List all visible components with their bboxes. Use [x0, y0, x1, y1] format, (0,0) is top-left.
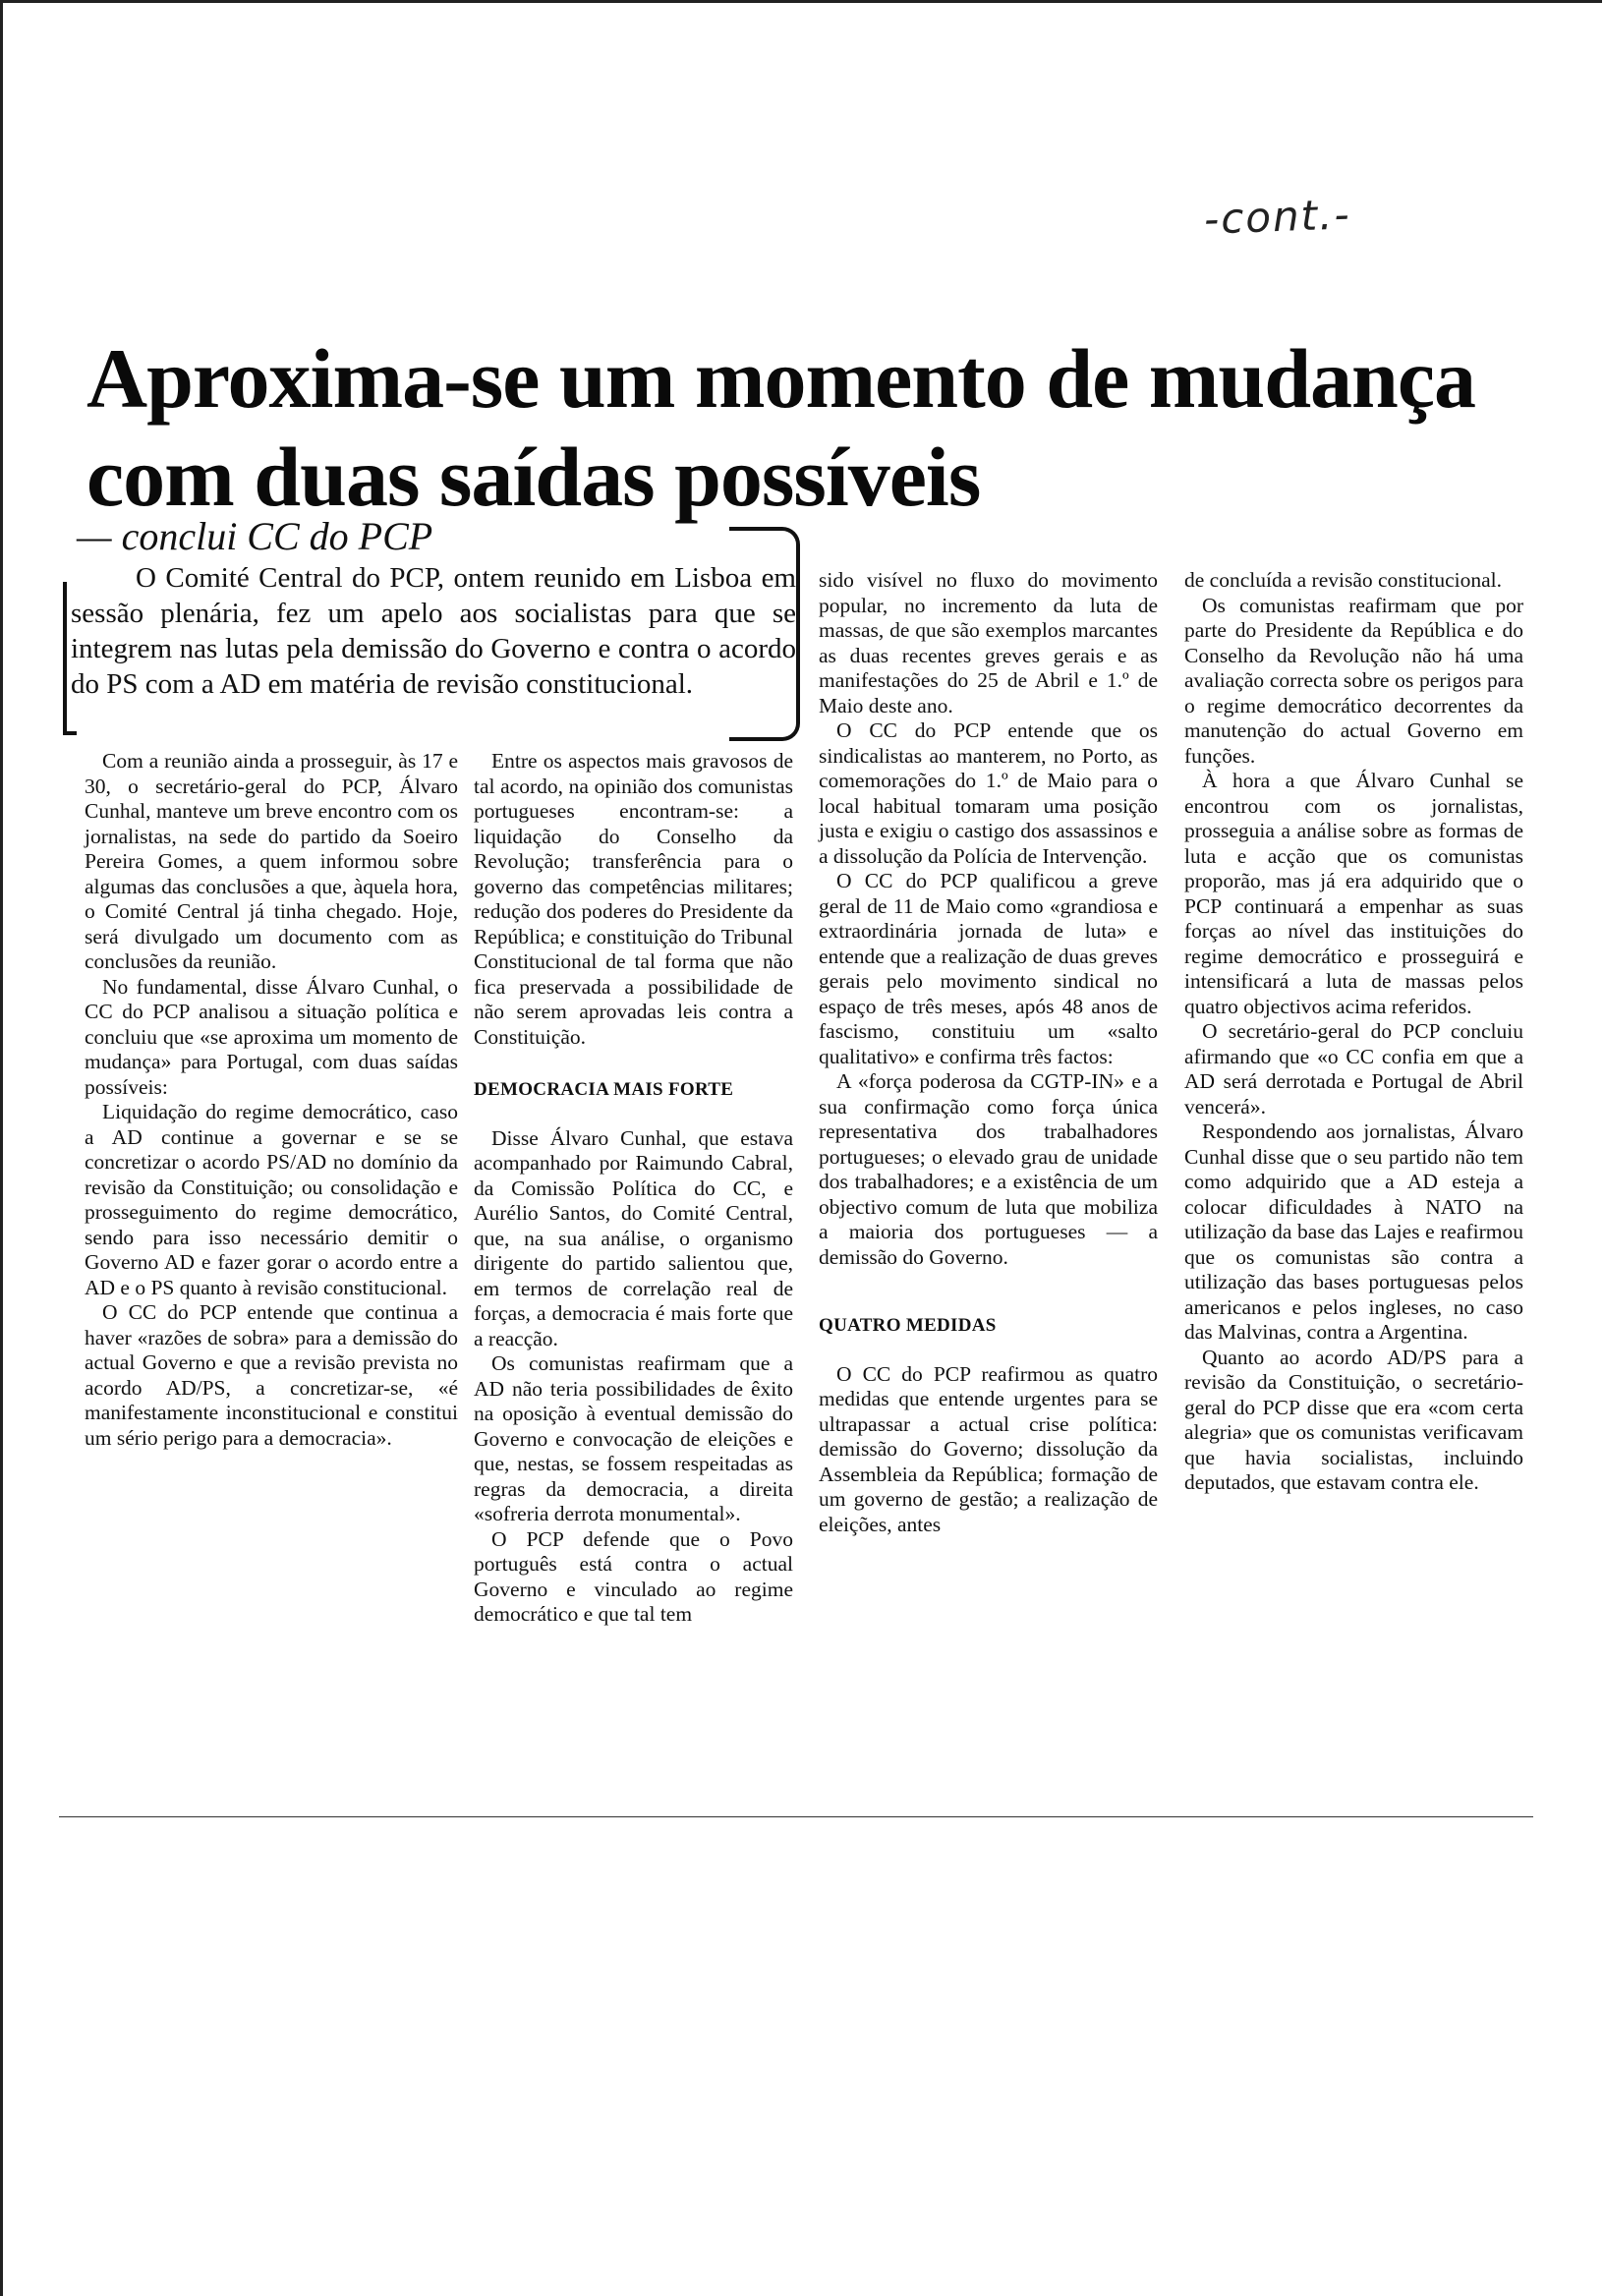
paragraph: À hora a que Álvaro Cunhal se encontrou com os jornalistas, prosseguia a análise sobre as formas de luta e acção que os comunistas proporão, mas já era adquirido que o PCP continuará a empenhar as suas forças ao nível das instituições do regime democrático e prosseguirá e intensificará a luta de massas pelos quatro objectivos acima referidos.: [1184, 769, 1523, 1018]
bottom-rule: [59, 1816, 1533, 1817]
paragraph: No fundamental, disse Álvaro Cunhal, o CC do PCP analisou a situação política e concluiu que «se aproxima um momento de mudança» para Portugal, com duas saídas possíveis:: [85, 974, 458, 1099]
column-2-top: [474, 749, 793, 1050]
column-4: [1184, 568, 1523, 1496]
subhead: — conclui CC do PCP: [77, 514, 433, 558]
handwritten-note: -cont.-: [1203, 190, 1352, 244]
paragraph: O secretário-geral do PCP concluiu afirmando que «o CC confia em que a AD será derrotada e Portugal de Abril vencerá».: [1184, 1019, 1523, 1119]
paragraph: A «força poderosa da CGTP-IN» e a sua confirmação como força única representativa dos trabalhadores portugueses; o elevado grau de unidade dos trabalhadores; e a existência de um objectivo comum de luta que mobiliza a maioria dos portugueses — a demissão do Governo.: [819, 1069, 1158, 1269]
paragraph: Respondendo aos jornalistas, Álvaro Cunhal disse que o seu partido não tem como adquirido que a AD esteja a colocar dificuldades à NATO na utilização da base das Lajes e reafirmou que os comunistas são contra a utilização das bases portuguesas pelos americanos e pelos ingleses, no caso das Malvinas, contra a Argentina.: [1184, 1119, 1523, 1344]
column-2-bottom: [474, 1126, 793, 1628]
column-3-bottom: [819, 1362, 1158, 1538]
paragraph: Disse Álvaro Cunhal, que estava acompanhado por Raimundo Cabral, da Comissão Política do CC, e Aurélio Santos, do Comité Central, que, na sua análise, o organismo dirigente do partido salientou que, em termos de correlação real de forças, a democracia é mais forte que a reacção.: [474, 1125, 793, 1350]
lead-paragraph: O Comité Central do PCP, ontem reunido em Lisboa em sessão plenária, fez um apelo aos socialistas para que se integrem nas lutas pela demissão do Governo e contra o acordo do PS com a AD em matéria de revisão constitucional.: [71, 562, 796, 700]
paragraph: de concluída a revisão constitucional.: [1184, 568, 1502, 592]
section-heading-democracia: DEMOCRACIA MAIS FORTE: [474, 1079, 734, 1100]
section-heading-quatro-medidas: QUATRO MEDIDAS: [819, 1315, 997, 1336]
paragraph: O CC do PCP entende que os sindicalistas ao manterem, no Porto, as comemorações do 1.º de Maio para o local habitual tomaram uma posição justa e exigiu o castigo dos assassinos e a dissolução da Polícia de Intervenção.: [819, 718, 1158, 868]
column-1: [85, 749, 458, 1451]
headline: Aproxima-se um momento de mudança com duas saídas possíveis: [86, 331, 1476, 524]
paragraph: O PCP defende que o Povo português está contra o actual Governo e vinculado ao regime democrático e que tal tem: [474, 1526, 793, 1626]
paragraph: Liquidação do regime democrático, caso a AD continue a governar e se se concretizar o acordo PS/AD no domínio da revisão da Constituição; ou consolidação e prosseguimento do regime democrático, sendo para isso necessário demitir o Governo AD e fazer gorar o acordo entre a AD e o PS quanto à revisão constitucional.: [85, 1100, 458, 1299]
paragraph: Entre os aspectos mais gravosos de tal acordo, na opinião dos comunistas portugueses encontram-se: a liquidação do Conselho da Revolução; transferência para o governo das competências militares; redução dos poderes do Presidente da República; e constituição do Tribunal Constitucional de tal forma que não fica preservada a possibilidade de não serem aprovadas leis contra a Constituição.: [474, 749, 793, 1049]
lead-bracket-left: [63, 582, 77, 735]
column-3: [819, 568, 1158, 1537]
paragraph: Os comunistas reafirmam que a AD não teria possibilidades de êxito na oposição à eventual demissão do Governo e convocação de eleições e que, nestas, se fossem respeitadas as regras da democracia, a direita «sofreria derrota monumental».: [474, 1351, 793, 1525]
paragraph: Com a reunião ainda a prosseguir, às 17 e 30, o secretário-geral do PCP, Álvaro Cunhal, manteve um breve encontro com os jornalistas, na sede do partido da Soeiro Pereira Gomes, a quem informou sobre algumas das conclusões a que, àquela hora, o Comité Central já tinha chegado. Hoje, será divulgado um documento com as conclusões da reunião.: [85, 749, 458, 973]
lead-bracket-right: [729, 527, 800, 741]
paragraph: O CC do PCP qualificou a greve geral de 11 de Maio como «grandiosa e extraordinária jornada de luta» e entende que a realização de duas greves gerais pelo movimento sindical no espaço de três meses, após 48 anos de fascismo, constituiu um «salto qualitativo» e confirma três factos:: [819, 869, 1158, 1068]
paragraph: Os comunistas reafirmam que por parte do Presidente da República e do Conselho da Revolução não há uma avaliação correcta sobre os perigos para o regime democrático decorrentes da manutenção do actual Governo em funções.: [1184, 593, 1523, 768]
paragraph: sido visível no fluxo do movimento popular, no incremento da luta de massas, de que são exemplos marcantes as duas recentes greves gerais e as manifestações do 25 de Abril e 1.º de Maio deste ano.: [819, 568, 1158, 718]
column-3-top: [819, 568, 1158, 1270]
paragraph: Quanto ao acordo AD/PS para a revisão da Constituição, o secretário-geral do PCP disse que era «com certa alegria» que os comunistas verificavam que havia socialistas, incluindo deputados, que estavam contra ele.: [1184, 1345, 1523, 1494]
column-2: [474, 749, 793, 1628]
paragraph: O CC do PCP entende que continua a haver «razões de sobra» para a demissão do actual Governo e que a revisão prevista no acordo AD/PS, a concretizar-se, «é manifestamente inconstitucional e constitui um sério perigo para a democracia».: [85, 1300, 458, 1450]
paragraph: O CC do PCP reafirmou as quatro medidas que entende urgentes para se ultrapassar a actual crise política: demissão do Governo; dissolução da Assembleia da República; formação de um governo de gestão; a realização de eleições, antes: [819, 1361, 1158, 1536]
